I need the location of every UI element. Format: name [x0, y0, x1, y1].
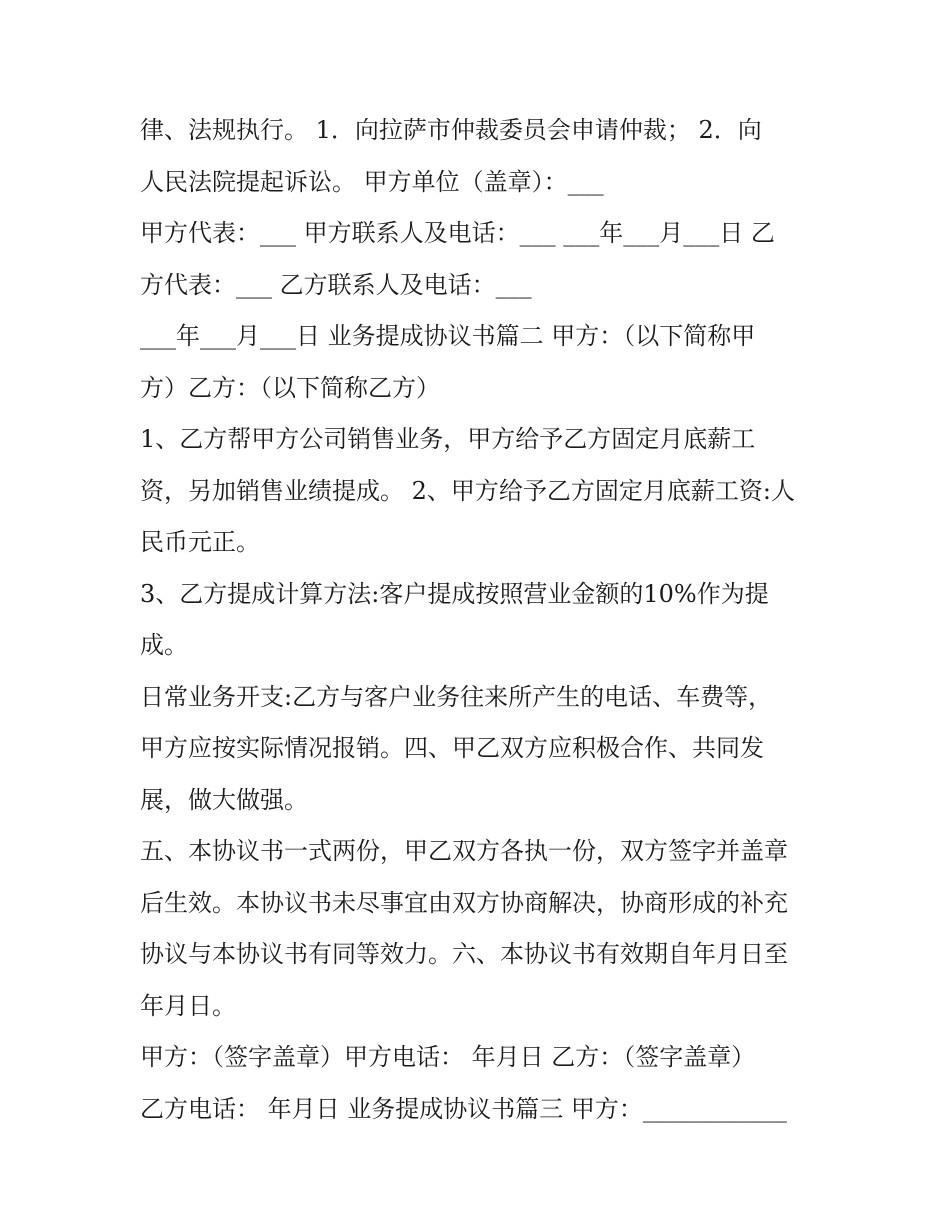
text-line: ___年___月___日 业务提成协议书篇二 甲方：（以下简称甲: [140, 322, 756, 350]
text-line: 3、乙方提成计算方法:客户提成按照营业金额的10%作为提: [140, 579, 769, 608]
text-line: 甲方：（签字盖章）甲方电话： 年月日 乙方：（签字盖章）: [140, 1043, 756, 1071]
text-line: 后生效。本协议书未尽事宜由双方协商解决，协商形成的补充: [140, 888, 788, 917]
text-line: 资，另加销售业绩提成。 2、甲方给予乙方固定月底薪工资:人: [140, 476, 795, 505]
text-line: 乙方电话： 年月日 业务提成协议书篇三 甲方：____________: [140, 1094, 787, 1123]
document-body: [140, 105, 820, 1135]
text-line: 民币元正。: [140, 528, 260, 556]
text-line: 1、乙方帮甲方公司销售业务，甲方给予乙方固定月底薪工: [140, 425, 756, 453]
text-line: 日常业务开支:乙方与客户业务往来所产生的电话、车费等，: [140, 682, 773, 711]
text-line: 成。: [140, 631, 188, 659]
text-line: 方代表：___ 乙方联系人及电话：___: [140, 270, 532, 299]
text-line: 方）乙方：（以下简称乙方）: [140, 373, 440, 402]
text-line: 人民法院提起诉讼。 甲方单位（盖章）：___: [140, 167, 604, 196]
text-line: 甲方代表：___ 甲方联系人及电话：___ ___年___月___日 乙: [140, 219, 775, 247]
text-line: 展，做大做强。: [140, 785, 308, 814]
text-line: 甲方应按实际情况报销。四、甲乙双方应积极合作、共同发: [140, 734, 764, 762]
text-line: 年月日。: [140, 991, 236, 1020]
text-line: 五、本协议书一式两份，甲乙双方各执一份，双方签字并盖章: [140, 837, 788, 865]
text-line: 律、法规执行。 1．向拉萨市仲裁委员会申请仲裁； 2．向: [140, 116, 762, 144]
text-line: 协议与本协议书有同等效力。六、本协议书有效期自年月日至: [140, 940, 788, 968]
